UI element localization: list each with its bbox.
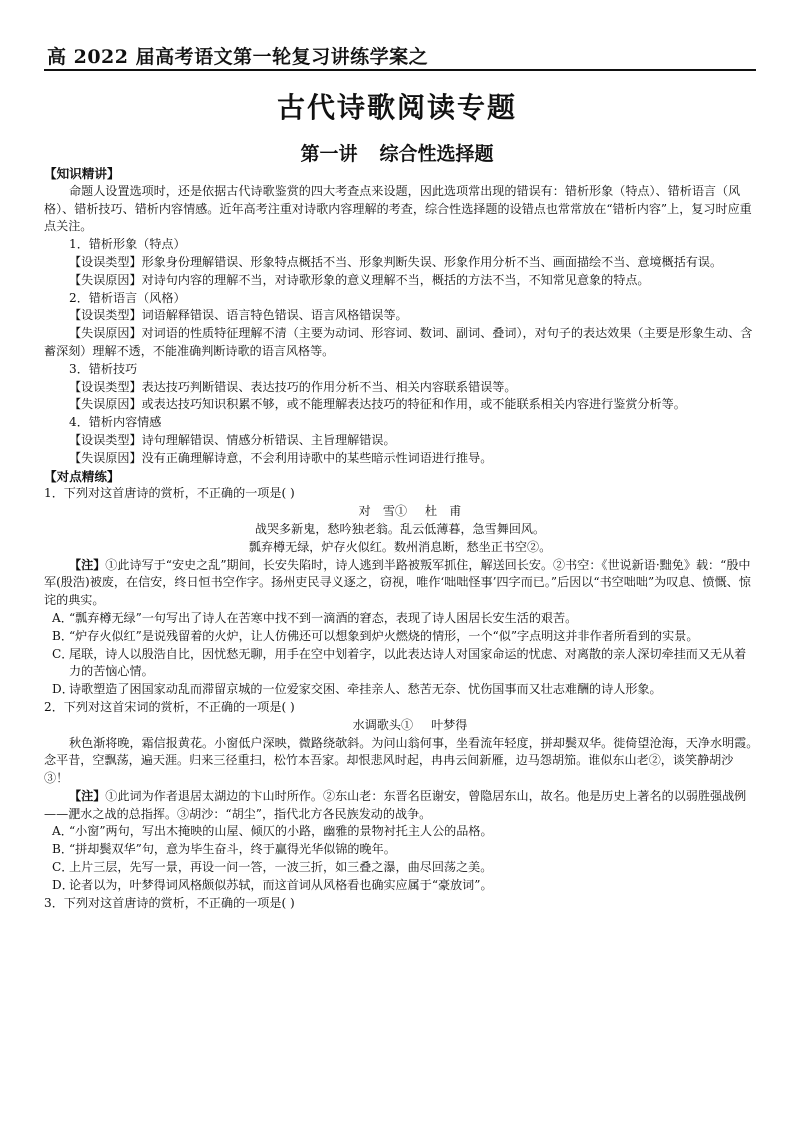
- question-2-option-b: B．“拼却鬓双华”句，意为毕生奋斗，终于赢得光华似锦的晚年。: [52, 842, 396, 857]
- lecture-topic: 综合性选择题: [379, 143, 494, 165]
- poem-1-line-2: 瓢弃樽无绿，炉存火似红。数州消息断，愁坐正书空②。: [248, 539, 552, 554]
- poem-2-note: [44, 788, 756, 824]
- item-2-title: 2．错析语言（风格）: [69, 290, 186, 305]
- item-3-title: 3．错析技巧: [69, 361, 138, 376]
- question-3-stem: 3．下列对这首唐诗的赏析，不正确的一项是( ): [44, 895, 295, 910]
- poem-2-note-text: ①此词为作者退居太湖边的卞山时所作。②东山老：东晋名臣谢安，曾隐居东山，故名。他是历史上著名的以弱胜强战例——淝水之战的总指挥。③胡沙：“胡尘”，指代北方各民族发动的战争。: [44, 788, 747, 821]
- question-2-option-c: C．上片三层，先写一景，再设一问一答，一波三折，如三叠之瀑，曲尽回荡之美。: [52, 860, 493, 875]
- question-2-poem-heading: [44, 717, 756, 735]
- knowledge-intro: 命题人设置选项时，还是依据古代诗歌鉴赏的四大考查点来设题，因此选项常出现的错误有：错析形象（特点）、错析语言（风格）、错析技巧、错析内容情感。近年高考注重对诗歌内容理解的考查，综合性选择题的设错点也常常放在“错析内容”上，复习时应重点关注。: [44, 183, 752, 234]
- question-1-option-c: C．尾联，诗人以殷浩自比，因忧愁无聊，用手在空中划着字，以此表达诗人对国家命运的忧虑、对离散的亲人深切牵挂而又无从着力的苦恼心情。: [52, 646, 747, 679]
- item-4-type: 【设误类型】诗句理解错误、情感分析错误、主旨理解错误。: [69, 432, 396, 447]
- page-title: 古代诗歌阅读专题: [276, 91, 517, 124]
- item-4-reason: 【失误原因】没有正确理解诗意，不会利用诗歌中的某些暗示性词语进行推导。: [69, 450, 493, 465]
- question-2-option-d: D．论者以为，叶梦得词风格颇似苏轼，而这首词从风格看也确实应属于“豪放词”。: [52, 877, 493, 892]
- poem-1-title: 对 雪①: [358, 504, 408, 519]
- question-1-option-b: B．“炉存火似红”是说残留着的火炉，让人仿佛还可以想象到炉火燃烧的情形，一个“似”字点明这并非作者所看到的实景。: [52, 628, 699, 643]
- poem-1-author: 杜 甫: [425, 504, 462, 519]
- lecture-subtitle: [0, 139, 794, 166]
- poem-2-author: 叶梦得: [431, 717, 468, 732]
- note-label: 【注】: [69, 788, 106, 803]
- item-3-reason: 【失误原因】或表达技巧知识积累不够，或不能理解表达技巧的特征和作用，或不能联系相关内容进行鉴赏分析等。: [69, 397, 686, 412]
- knowledge-heading: 【知识精讲】: [44, 166, 120, 181]
- poem-1-note-text: ①此诗写于“安史之乱”期间，长安失陷时，诗人逃到半路被叛军抓住，解送回长安。②书空：《世说新语·黜免》载：“殷中军(殷浩)被废，在信安，终日恒书空作字。扬州吏民寻义逐之，窃视，唯作‘咄咄怪事’四字而已。”后因以“书空咄咄”为叹息、愤慨、惊诧的典实。: [44, 557, 751, 608]
- practice-heading: 【对点精练】: [44, 468, 120, 484]
- item-4-title: 4．错析内容情感: [69, 415, 162, 430]
- poem-2-title: 水调歌头①: [352, 717, 414, 732]
- poem-2-lyrics: 秋色渐将晚，霜信报黄花。小窗低户深映，微路绕欹斜。为问山翁何事，坐看流年轻度，拼却鬓双华。徙倚望沧海，天净水明霞。 念平昔，空飘荡，遍天涯。归来三径重扫，松竹本吾家。却恨悲风时起，冉冉云间新雁，边马怨胡笳。谁似东山老②，谈笑静胡沙③！: [44, 735, 777, 786]
- poem-1-line-1: 战哭多新鬼，愁吟独老翁。乱云低薄暮，急雪舞回风。: [254, 521, 546, 536]
- poem-1-note: [44, 557, 756, 610]
- question-1-stem: 1．下列对这首唐诗的赏析，不正确的一项是( ): [44, 486, 295, 501]
- question-2-option-a: A．“小窗”两句，写出木掩映的山屋、倾仄的小路，幽雅的景物衬托主人公的品格。: [52, 824, 493, 839]
- item-2-reason: 【失误原因】对词语的性质特征理解不清（主要为动词、形容词、数词、副词、叠词），对句子的表达效果（主要是形象生动、含蓄深刻）理解不透，不能准确判断诗歌的语言风格等。: [44, 326, 753, 358]
- item-1-type: 【设误类型】形象身份理解错误、形象特点概括不当、形象判断失误、形象作用分析不当、画面描绘不当、意境概括有误。: [69, 254, 723, 269]
- question-2-stem: 2．下列对这首宋词的赏析，不正确的一项是( ): [44, 699, 295, 714]
- note-label: 【注】: [69, 557, 106, 572]
- document-header: 高 2022 届高考语文第一轮复习讲练学案之: [47, 46, 429, 68]
- question-1-option-a: A．“瓢弃樽无绿”一句写出了诗人在苦寒中找不到一滴酒的窘态，表现了诗人困居长安生活的艰苦。: [52, 610, 578, 625]
- item-1-title: 1．错析形象（特点）: [69, 237, 186, 252]
- document-body: [44, 165, 777, 912]
- question-1-poem-heading: [44, 503, 756, 521]
- header-rule: [44, 69, 756, 71]
- lecture-number: 第一讲: [300, 143, 358, 165]
- item-3-type: 【设误类型】表达技巧判断错误、表达技巧的作用分析不当、相关内容联系错误等。: [69, 379, 517, 394]
- item-1-reason: 【失误原因】对诗句内容的理解不当，对诗歌形象的意义理解不当，概括的方法不当，不知常见意象的特点。: [69, 272, 650, 287]
- question-1-option-d: D．诗歌塑造了困国家动乱而滞留京城的一位爱家交困、牵挂亲人、愁苦无奈、忧伤国事而又壮志难酬的诗人形象。: [52, 682, 662, 697]
- item-2-type: 【设误类型】词语解释错误、语言特色错误、语言风格错误等。: [69, 308, 408, 323]
